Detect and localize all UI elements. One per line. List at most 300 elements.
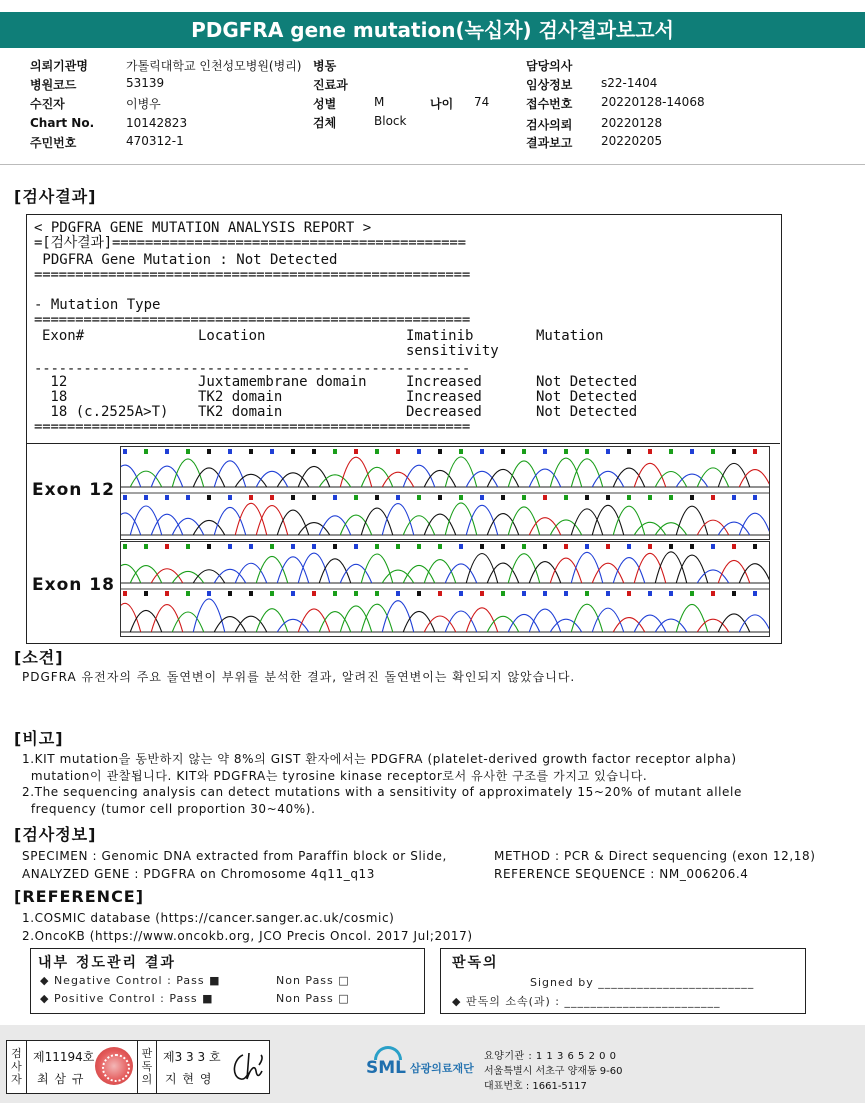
trace-peak [739, 615, 769, 632]
base-call-mark [333, 495, 337, 500]
exon18-chromatogram [120, 541, 770, 637]
remark-1: 1.KIT mutation을 동반하지 않는 약 8%의 GIST 환자에서는 PDGFRA (platelet-derived growth factor receptor alpha) [22, 752, 737, 766]
base-call-mark [270, 591, 274, 596]
report-result-rule: =[검사결과]=========================================== [34, 235, 466, 251]
base-call-mark [438, 495, 442, 500]
base-call-mark [207, 544, 211, 549]
base-call-mark [312, 495, 316, 500]
row-sensitivity: Decreased [406, 404, 482, 420]
col-imatinib: Imatinib sensitivity [406, 328, 499, 359]
trace-peak [466, 554, 498, 583]
sex-value: M [374, 95, 385, 109]
base-call-mark [669, 495, 673, 500]
base-call-mark [438, 449, 442, 454]
base-call-mark [228, 449, 232, 454]
trace-peak [445, 564, 477, 583]
base-call-mark [333, 544, 337, 549]
trace-band-reverse [121, 495, 769, 535]
base-call-mark [354, 544, 358, 549]
trace-peak [634, 553, 666, 583]
trace-peak [718, 522, 750, 535]
trace-peak [403, 465, 435, 487]
base-call-mark [249, 544, 253, 549]
remark-2: 2.The sequencing analysis can detect mutations with a sensitivity of approximately 15~20% of mutant allele [22, 785, 742, 799]
inspector-seal [95, 1047, 133, 1085]
base-call-mark [753, 544, 757, 549]
trace-peak [550, 520, 582, 535]
base-call-mark [123, 449, 127, 454]
base-call-mark [375, 591, 379, 596]
base-call-mark [480, 495, 484, 500]
trace-peak [550, 619, 582, 632]
base-call-mark [417, 591, 421, 596]
trace-peak [340, 457, 372, 487]
base-call-mark [186, 449, 190, 454]
exon18-label: Exon 18 [32, 575, 115, 595]
remark-1-cont: mutation이 관찰됩니다. KIT와 PDGFRA는 tyrosine kinase receptor로서 유사한 구조를 가지고 있습니다. [22, 769, 648, 783]
base-call-mark [501, 591, 505, 596]
request-label: 검사의뢰 [526, 118, 573, 132]
receipt-value: 20220128-14068 [601, 95, 705, 109]
base-call-mark [648, 591, 652, 596]
report-title: PDGFRA gene mutation(녹십자) 검사결과보고서 [0, 12, 865, 48]
age-value: 74 [474, 95, 490, 109]
trace-band-reverse [121, 591, 769, 632]
info-gene: ANALYZED GENE : PDGFRA on Chromosome 4q11_q13 [22, 867, 376, 881]
base-call-mark [543, 495, 547, 500]
trace-peak [277, 510, 309, 535]
report-dash-rule: ----------------------------------------------------- [34, 361, 471, 377]
trace-peak [508, 507, 540, 535]
qc-positive-nonpass: Non Pass □ [276, 992, 350, 1005]
inspector-vertical-label: 검 사 자 [7, 1041, 27, 1093]
base-call-mark [690, 591, 694, 596]
base-call-mark [606, 449, 610, 454]
info-method: METHOD : PCR & Direct sequencing (exon 12,18) [494, 849, 816, 863]
section-info-heading: [검사정보] [14, 825, 97, 844]
trace-peak [739, 564, 769, 583]
trace-peak [550, 458, 582, 487]
base-call-mark [480, 591, 484, 596]
base-call-mark [375, 449, 379, 454]
base-call-mark [186, 591, 190, 596]
base-call-mark [333, 449, 337, 454]
info-specimen: SPECIMEN : Genomic DNA extracted from Paraffin block or Slide, [22, 849, 447, 863]
base-call-mark [543, 591, 547, 596]
trace-peak [382, 504, 414, 535]
ward-label: 병동 [313, 59, 337, 73]
base-call-mark [585, 591, 589, 596]
report-summary-line: PDGFRA Gene Mutation : Not Detected [34, 252, 338, 268]
report-date-label: 결과보고 [526, 136, 573, 150]
trace-peak [193, 570, 225, 583]
trace-peak [592, 563, 624, 583]
base-call-mark [354, 449, 358, 454]
base-call-mark [186, 495, 190, 500]
age-label: 나이 [430, 97, 454, 111]
hospital-label: 의뢰기관명 [30, 59, 88, 73]
base-call-mark [165, 591, 169, 596]
base-call-mark [144, 449, 148, 454]
base-call-mark [312, 449, 316, 454]
specimen-label: 검체 [313, 116, 337, 130]
trace-peak [277, 619, 309, 632]
base-call-mark [690, 449, 694, 454]
qc-positive: ◆ Positive Control : Pass ■ [40, 992, 214, 1005]
reader-title: 판독의 [452, 955, 499, 971]
report-date-value: 20220205 [601, 134, 663, 148]
exon12-chromatogram [120, 446, 770, 540]
trace-peak [676, 604, 708, 632]
trace-peak [592, 471, 624, 487]
base-call-mark [438, 544, 442, 549]
trace-peak [508, 614, 540, 632]
base-call-mark [627, 591, 631, 596]
base-call-mark [522, 449, 526, 454]
trace-peak [340, 564, 372, 583]
base-call-mark [333, 591, 337, 596]
trace-peak [277, 557, 309, 583]
chart-label: Chart No. [30, 116, 95, 130]
trace-peak [214, 507, 246, 535]
id-label: 주민번호 [30, 136, 77, 150]
base-call-mark [417, 544, 421, 549]
trace-peak [718, 614, 750, 632]
trace-peak [256, 609, 288, 632]
trace-peak [382, 601, 414, 632]
base-call-mark [144, 495, 148, 500]
trace-peak [214, 461, 246, 487]
org-name: 삼광의료재단 [410, 1062, 474, 1075]
col-exon: Exon# [42, 328, 85, 344]
trace-peak [613, 468, 645, 487]
row-mutation: Not Detected [536, 389, 638, 405]
base-call-mark [207, 495, 211, 500]
trace-peak [445, 457, 477, 487]
base-call-mark [249, 495, 253, 500]
trace-peak [445, 611, 477, 632]
base-call-mark [354, 591, 358, 596]
section-opinion-heading: [소견] [14, 648, 64, 667]
base-call-mark [501, 544, 505, 549]
trace-peak [256, 556, 288, 583]
trace-peak [361, 554, 393, 583]
org-phone: 대표번호 : 1661-5117 [484, 1081, 587, 1092]
trace-peak [340, 606, 372, 632]
exon18-trace-svg [121, 542, 769, 636]
base-call-mark [249, 449, 253, 454]
trace-peak [130, 506, 162, 535]
base-call-mark [648, 495, 652, 500]
trace-peak [676, 506, 708, 535]
trace-peak [634, 463, 666, 487]
trace-peak [529, 609, 561, 632]
base-call-mark [165, 544, 169, 549]
trace-peak [214, 617, 246, 632]
trace-peak [613, 618, 645, 632]
section-result-heading: [검사결과] [14, 187, 97, 206]
base-call-mark [459, 449, 463, 454]
exon12-label: Exon 12 [32, 480, 115, 500]
base-call-mark [186, 544, 190, 549]
info-refseq: REFERENCE SEQUENCE : NM_006206.4 [494, 867, 749, 881]
trace-peak [319, 475, 351, 487]
row-exon: 18 [42, 389, 68, 405]
trace-peak [655, 523, 687, 535]
trace-peak [403, 516, 435, 535]
trace-peak [235, 503, 267, 535]
reference-1: 1.COSMIC database (https://cancer.sanger.ac.uk/cosmic) [22, 911, 395, 925]
base-call-mark [396, 591, 400, 596]
id-value: 470312-1 [126, 134, 184, 148]
base-call-mark [123, 544, 127, 549]
trace-peak [697, 468, 729, 487]
base-call-mark [375, 544, 379, 549]
inspector-license: 제11194호 [33, 1050, 95, 1064]
signature-box [6, 1040, 270, 1094]
org-address: 서울특별시 서초구 양재동 9-60 [484, 1066, 623, 1077]
base-call-mark [585, 449, 589, 454]
base-call-mark [690, 495, 694, 500]
base-call-mark [291, 544, 295, 549]
base-call-mark [165, 495, 169, 500]
base-call-mark [564, 449, 568, 454]
trace-peak [676, 555, 708, 583]
trace-peak [445, 503, 477, 535]
base-call-mark [270, 449, 274, 454]
trace-peak [571, 509, 603, 535]
base-call-mark [459, 544, 463, 549]
base-call-mark [480, 449, 484, 454]
col-mutation: Mutation [536, 328, 604, 344]
reader-affiliation: ◆ 판독의 소속(과) : ________________________ [452, 995, 721, 1008]
trace-peak [571, 459, 603, 487]
receipt-label: 접수번호 [526, 97, 573, 111]
base-call-mark [753, 449, 757, 454]
base-call-mark [732, 544, 736, 549]
trace-peak [172, 459, 204, 487]
base-call-mark [753, 591, 757, 596]
reference-2: 2.OncoKB (https://www.oncokb.org, JCO Precis Oncol. 2017 Jul;2017) [22, 929, 473, 943]
base-call-mark [417, 449, 421, 454]
report-rule: ===================================================== [34, 267, 471, 283]
base-call-mark [396, 495, 400, 500]
remark-2-cont: frequency (tumor cell proportion 30~40%). [22, 802, 316, 816]
base-call-mark [375, 495, 379, 500]
base-call-mark [669, 449, 673, 454]
trace-peak [424, 470, 456, 487]
base-call-mark [711, 544, 715, 549]
opinion-text: PDGFRA 유전자의 주요 돌연변이 부위를 분석한 결과, 알려진 돌연변이는 확인되지 않았습니다. [22, 670, 576, 684]
specimen-value: Block [374, 114, 407, 128]
report-title-line: < PDGFRA GENE MUTATION ANALYSIS REPORT > [34, 220, 372, 236]
base-call-mark [396, 544, 400, 549]
base-call-mark [459, 591, 463, 596]
base-call-mark [123, 591, 127, 596]
base-call-mark [732, 591, 736, 596]
qc-negative: ◆ Negative Control : Pass ■ [40, 974, 221, 987]
trace-peak [298, 466, 330, 487]
chart-value: 10142823 [126, 116, 188, 130]
base-call-mark [564, 591, 568, 596]
trace-peak [508, 461, 540, 487]
trace-peak [121, 603, 141, 632]
base-call-mark [627, 449, 631, 454]
base-call-mark [627, 544, 631, 549]
base-call-mark [228, 495, 232, 500]
row-location: TK2 domain [198, 404, 283, 420]
trace-peak [592, 505, 624, 535]
trace-peak [193, 599, 225, 632]
patient-label: 수진자 [30, 97, 65, 111]
base-call-mark [312, 544, 316, 549]
inspector-name: 최 삼 규 [37, 1072, 85, 1086]
clinical-value: s22-1404 [601, 76, 658, 90]
base-call-mark [522, 495, 526, 500]
trace-peak [121, 564, 141, 583]
qc-title: 내부 정도관리 결과 [38, 955, 176, 971]
base-call-mark [753, 495, 757, 500]
base-call-mark [543, 544, 547, 549]
trace-peak [172, 571, 204, 583]
base-call-mark [606, 591, 610, 596]
base-call-mark [648, 449, 652, 454]
base-call-mark [396, 449, 400, 454]
trace-peak [613, 506, 645, 535]
row-sensitivity: Increased [406, 374, 482, 390]
exon12-trace-svg [121, 447, 769, 539]
reviewer-name: 지 현 영 [165, 1072, 213, 1086]
mutation-type-heading: - Mutation Type [34, 297, 161, 313]
base-call-mark [354, 495, 358, 500]
trace-peak [193, 520, 225, 535]
col-location: Location [198, 328, 266, 344]
base-call-mark [669, 544, 673, 549]
sml-logo: SML [366, 1046, 408, 1082]
base-call-mark [417, 495, 421, 500]
base-call-mark [711, 495, 715, 500]
report-end-rule: ===================================================== [34, 419, 471, 435]
base-call-mark [144, 591, 148, 596]
sex-label: 성별 [313, 97, 337, 111]
base-call-mark [732, 449, 736, 454]
base-call-mark [123, 495, 127, 500]
trace-peak [550, 558, 582, 583]
trace-peak [466, 471, 498, 487]
trace-peak [508, 554, 540, 583]
base-call-mark [228, 591, 232, 596]
base-call-mark [291, 449, 295, 454]
base-call-mark [438, 591, 442, 596]
base-call-mark [291, 591, 295, 596]
trace-peak [319, 516, 351, 535]
report-rule: ===================================================== [34, 312, 471, 328]
base-call-mark [501, 495, 505, 500]
trace-peak [466, 608, 498, 632]
base-call-mark [732, 495, 736, 500]
row-mutation: Not Detected [536, 404, 638, 420]
base-call-mark [648, 544, 652, 549]
base-call-mark [564, 495, 568, 500]
base-call-mark [459, 495, 463, 500]
trace-peak [319, 612, 351, 632]
row-exon: 18 (c.2525A>T) [42, 404, 169, 420]
trace-peak [613, 558, 645, 583]
reviewer-license: 제3 3 3 호 [163, 1050, 221, 1064]
code-label: 병원코드 [30, 78, 77, 92]
trace-peak [361, 508, 393, 535]
base-call-mark [522, 544, 526, 549]
trace-peak [718, 463, 750, 487]
base-call-mark [690, 544, 694, 549]
base-call-mark [312, 591, 316, 596]
row-location: TK2 domain [198, 389, 283, 405]
clinical-label: 임상정보 [526, 78, 573, 92]
trace-peak [697, 570, 729, 583]
base-call-mark [165, 449, 169, 454]
row-location: Juxtamembrane domain [198, 374, 367, 390]
base-call-mark [501, 449, 505, 454]
code-value: 53139 [126, 76, 165, 90]
base-call-mark [228, 544, 232, 549]
hospital-value: 가톨릭대학교 인천성모병원(병리) [126, 59, 302, 73]
base-call-mark [291, 495, 295, 500]
base-call-mark [711, 591, 715, 596]
base-call-mark [669, 591, 673, 596]
base-call-mark [606, 495, 610, 500]
trace-peak [739, 513, 769, 535]
row-sensitivity: Increased [406, 389, 482, 405]
base-call-mark [480, 544, 484, 549]
care-number: 요양기관 : 1 1 3 6 5 2 0 0 [484, 1051, 617, 1062]
trace-divider [27, 443, 780, 444]
trace-peak [634, 522, 666, 535]
base-call-mark [585, 495, 589, 500]
row-exon: 12 [42, 374, 68, 390]
base-call-mark [270, 544, 274, 549]
row-mutation: Not Detected [536, 374, 638, 390]
trace-peak [361, 604, 393, 632]
base-call-mark [627, 495, 631, 500]
section-remarks-heading: [비고] [14, 729, 64, 748]
base-call-mark [207, 449, 211, 454]
reader-signed: Signed by ________________________ [530, 976, 755, 989]
trace-peak [466, 505, 498, 535]
base-call-mark [711, 449, 715, 454]
base-call-mark [585, 544, 589, 549]
qc-negative-nonpass: Non Pass □ [276, 974, 350, 987]
base-call-mark [543, 449, 547, 454]
section-reference-heading: [REFERENCE] [14, 887, 145, 906]
doctor-label: 담당의사 [526, 59, 573, 73]
base-call-mark [207, 591, 211, 596]
base-call-mark [144, 544, 148, 549]
base-call-mark [522, 591, 526, 596]
base-call-mark [564, 544, 568, 549]
base-call-mark [249, 591, 253, 596]
reviewer-vertical-label: 판 독 의 [137, 1041, 157, 1093]
header-divider [0, 164, 865, 165]
reviewer-signature [229, 1047, 265, 1085]
request-value: 20220128 [601, 116, 663, 130]
trace-peak [151, 605, 183, 632]
trace-peak [571, 552, 603, 583]
dept-label: 진료과 [313, 78, 348, 92]
trace-peak [235, 474, 267, 487]
base-call-mark [270, 495, 274, 500]
base-call-mark [606, 544, 610, 549]
trace-band-forward [121, 544, 769, 583]
